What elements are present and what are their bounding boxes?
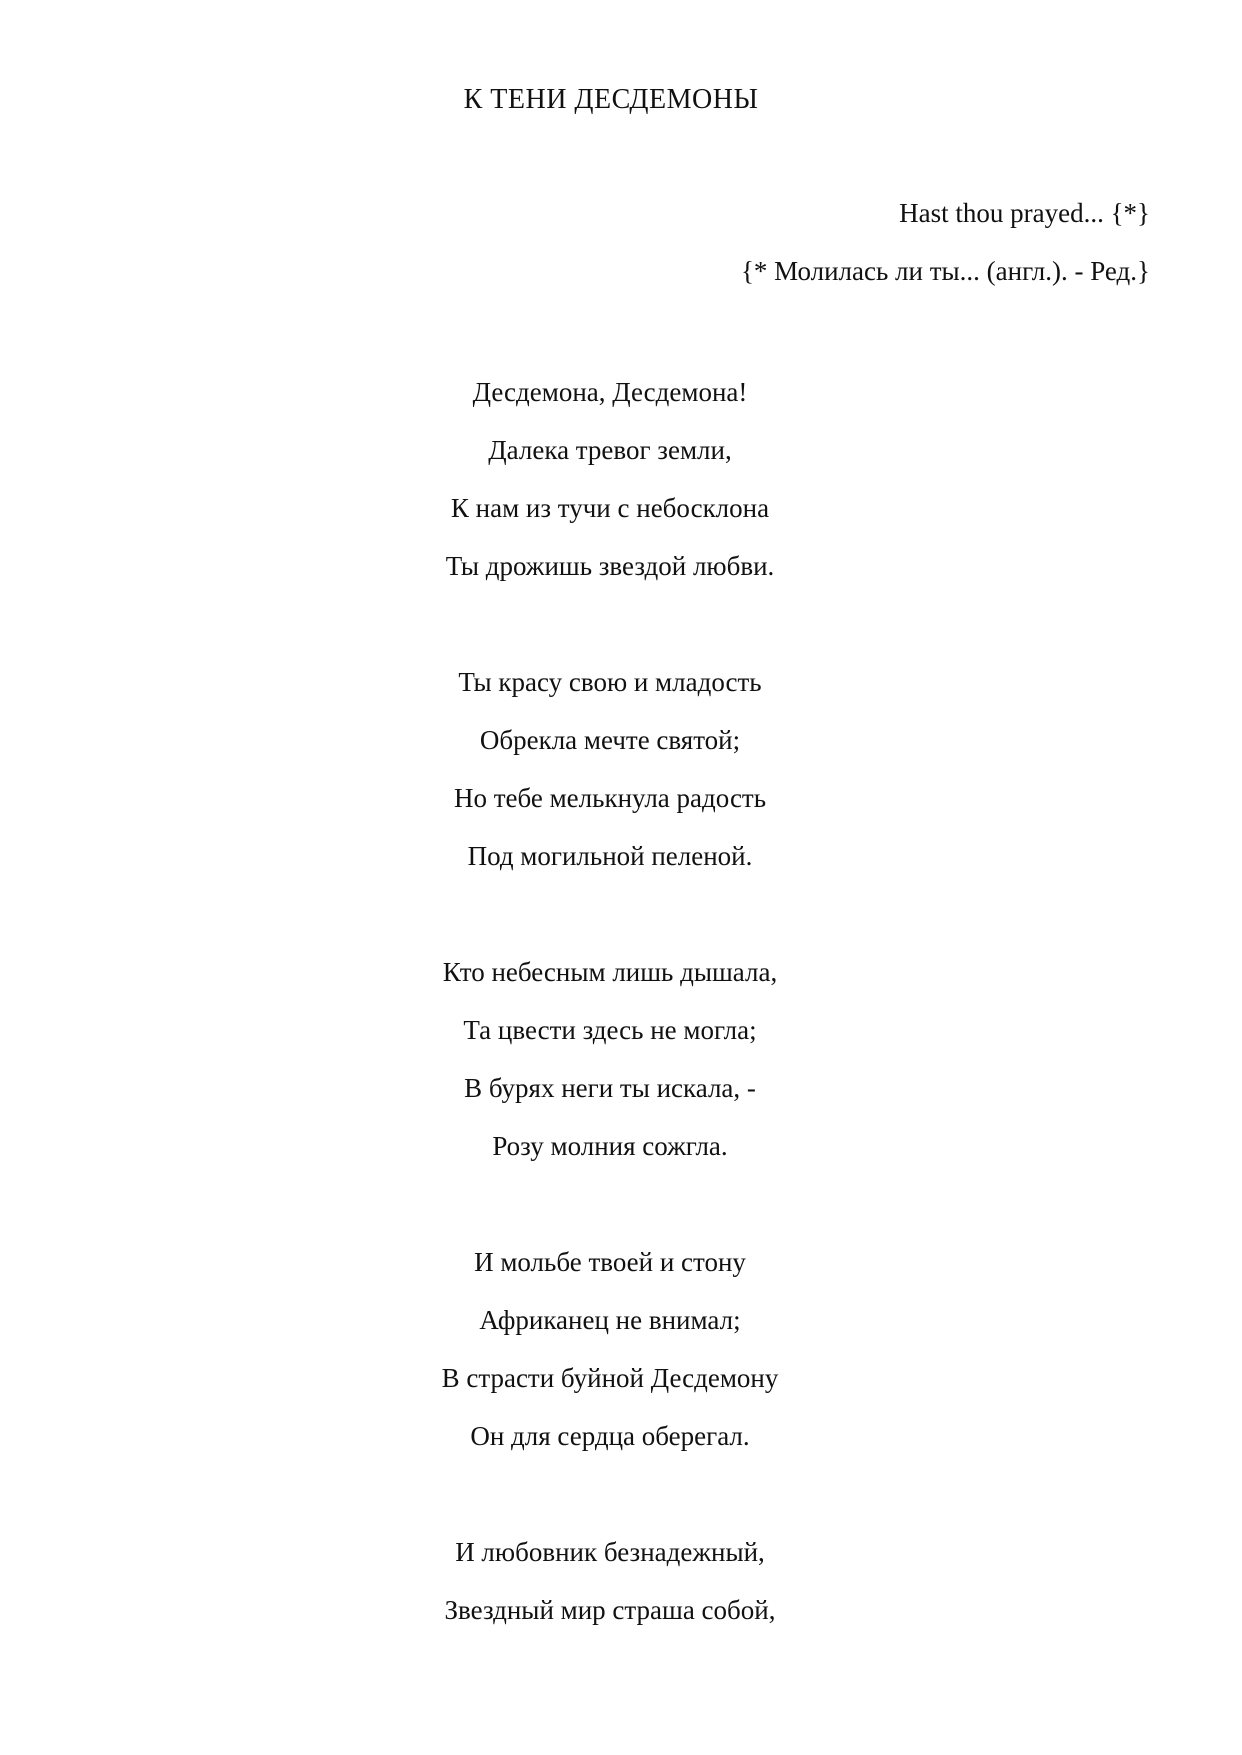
poem-line: В бурях неги ты искала, -	[464, 1073, 756, 1103]
poem-line: Под могильной пеленой.	[467, 841, 753, 871]
poem-line: И мольбе твоей и стону	[474, 1247, 746, 1277]
poem-line: И любовник безнадежный,	[455, 1537, 765, 1567]
stanza	[0, 1244, 1220, 1476]
epigraph-note: {* Молилась ли ты... (англ.). - Ред.}	[740, 256, 1150, 286]
poem-line: Африканец не внимал;	[479, 1305, 741, 1335]
epigraph-text: Hast thou prayed... {*}	[899, 198, 1150, 228]
epigraph	[741, 198, 1150, 314]
poem-line: Десдемона, Десдемона!	[472, 377, 748, 407]
poem-line: Обрекла мечте святой;	[479, 725, 741, 755]
poem-line: В страсти буйной Десдемону	[441, 1363, 779, 1393]
poem-body	[0, 374, 1242, 1708]
poem-line: Розу молния сожгла.	[492, 1131, 728, 1161]
poem-line: Далека тревог земли,	[488, 435, 732, 465]
poem-line: Ты красу свою и младость	[458, 667, 762, 697]
stanza	[0, 1534, 1220, 1650]
poem-line: Ты дрожишь звездой любви.	[445, 551, 775, 581]
poem-line: Звездный мир страша собой,	[444, 1595, 776, 1625]
poem-line: Он для сердца оберегал.	[470, 1421, 750, 1451]
stanza	[0, 954, 1220, 1186]
poem-title: К ТЕНИ ДЕСДЕМОНЫ	[463, 84, 759, 115]
stanza	[0, 664, 1220, 896]
poem-line: Та цвести здесь не могла;	[463, 1015, 757, 1045]
poem-line: Кто небесным лишь дышала,	[442, 957, 778, 987]
poem-line: Но тебе мелькнула радость	[453, 783, 767, 813]
stanza	[0, 374, 1220, 606]
poem-line: К нам из тучи с небосклона	[450, 493, 770, 523]
